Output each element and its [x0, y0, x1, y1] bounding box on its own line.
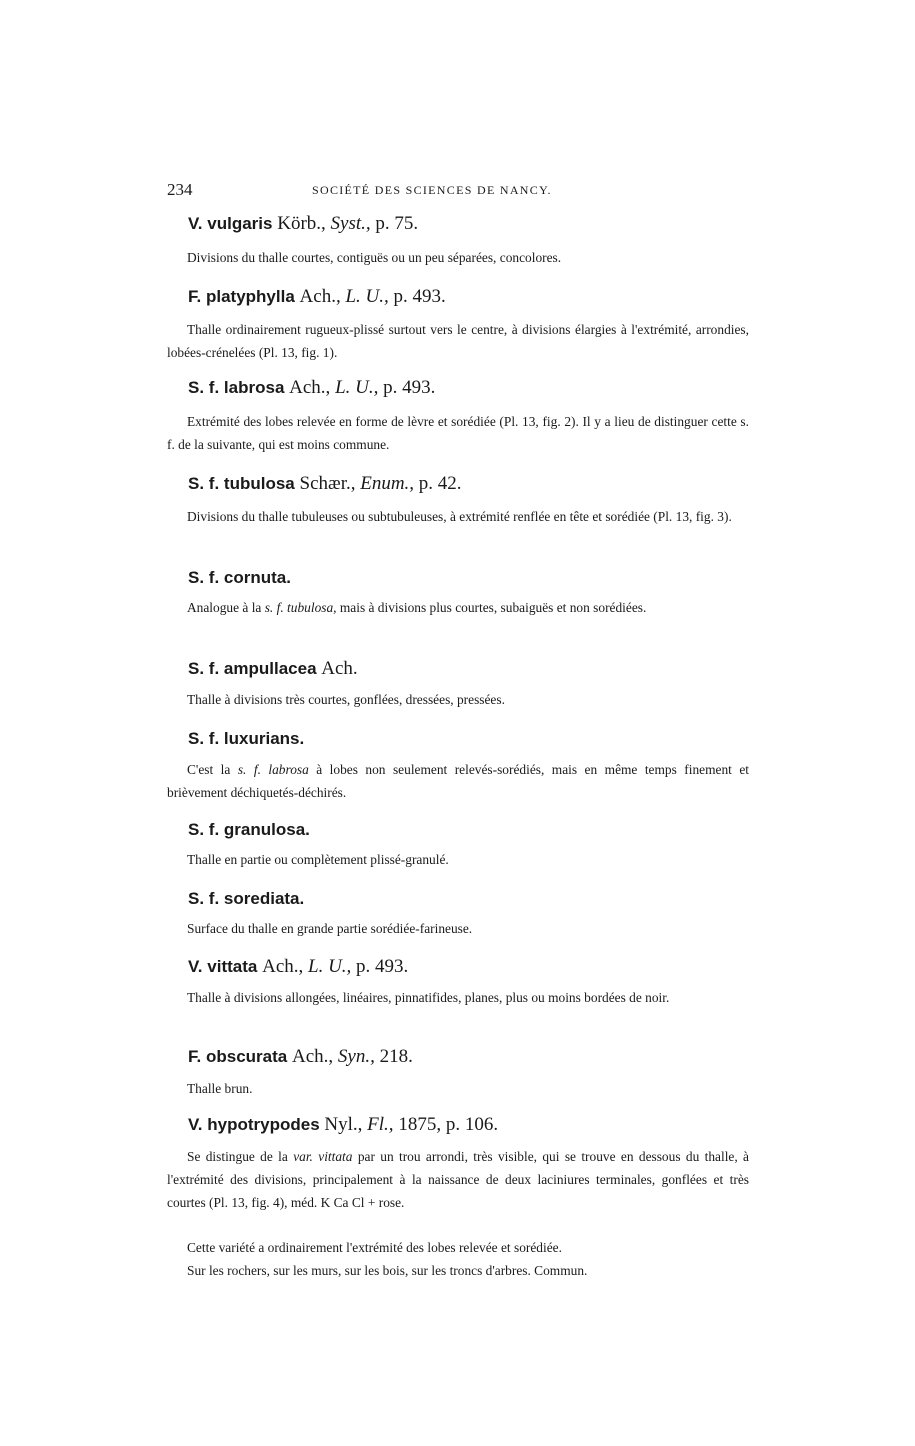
taxon-heading-vulgaris	[188, 213, 418, 235]
taxon-name: granulosa.	[223, 820, 310, 839]
description-luxurians	[167, 758, 749, 804]
taxon-page: p. 493.	[393, 286, 446, 307]
taxon-heading-labrosa	[188, 377, 435, 399]
description-hypotrypodes-note: Cette variété a ordinairement l'extrémité des lobes relevée et sorédiée.	[187, 1240, 562, 1255]
taxon-heading-tubulosa	[188, 473, 462, 495]
taxon-page: p. 42.	[418, 473, 462, 494]
taxon-name: tubulosa	[223, 474, 295, 493]
taxon-author: Körb.,	[277, 213, 326, 234]
italic-reference: s. f. labrosa	[237, 762, 309, 777]
taxon-work: L. U.,	[345, 286, 389, 307]
running-head: SOCIÉTÉ DES SCIENCES DE NANCY.	[312, 183, 552, 197]
taxon-author: Ach.,	[291, 1046, 334, 1067]
page-header	[167, 180, 749, 200]
description-granulosa: Thalle en partie ou complètement plissé-granulé.	[187, 852, 449, 867]
taxon-work: Fl.,	[367, 1114, 394, 1135]
taxon-rank: S. f.	[188, 659, 220, 678]
text-segment: mais à divisions plus courtes, subaiguës et non sorédiées.	[336, 600, 647, 615]
text-segment: à lobes non seulement relevés-sorédiés, mais en même temps finement et brièvement déchiquetés-déchirés.	[167, 762, 750, 800]
taxon-name: vittata	[207, 957, 258, 976]
taxon-rank: S. f.	[188, 889, 220, 908]
taxon-rank: V.	[188, 957, 203, 976]
taxon-heading-ampullacea	[188, 658, 358, 680]
taxon-heading-sorediata	[188, 888, 304, 910]
taxon-author: Ach.,	[299, 286, 341, 307]
taxon-name: hypotrypodes	[207, 1115, 320, 1134]
taxon-page: p. 493.	[356, 956, 409, 977]
taxon-work: Enum.,	[360, 473, 415, 494]
text-segment: par un trou arrondi, très visible, qui se trouve en dessous du thalle, à l'extrémité des divisions, principalement à la naissance de deux laciniures terminales, gonflées et très courtes (Pl. 13, fig. 4), méd. K Ca Cl + rose.	[167, 1149, 749, 1210]
text-segment: C'est la	[187, 762, 238, 777]
taxon-name: vulgaris	[207, 214, 273, 233]
taxon-heading-platyphylla	[188, 286, 446, 308]
italic-reference: var. vittata	[293, 1149, 353, 1164]
taxon-name: ampullacea	[223, 659, 317, 678]
taxon-author: Schær.,	[299, 473, 356, 494]
taxon-name: platyphylla	[205, 287, 295, 306]
taxon-author: Ach.,	[289, 377, 331, 398]
taxon-work: L. U.,	[335, 377, 379, 398]
taxon-heading-luxurians	[188, 728, 304, 750]
taxon-work: Syn.,	[337, 1046, 375, 1067]
text-segment: Se distingue de la	[187, 1149, 294, 1164]
description-sorediata: Surface du thalle en grande partie sorédiée-farineuse.	[187, 921, 473, 936]
taxon-name: luxurians.	[223, 729, 305, 748]
habitat-note: Sur les rochers, sur les murs, sur les bois, sur les troncs d'arbres. Commun.	[187, 1263, 588, 1278]
taxon-name: labrosa	[223, 378, 285, 397]
taxon-rank: S. f.	[188, 474, 220, 493]
description-hypotrypodes	[167, 1145, 749, 1214]
taxon-page: p. 75.	[375, 213, 419, 234]
description-vulgaris: Divisions du thalle courtes, contiguës ou un peu séparées, concolores.	[187, 250, 562, 265]
description-obscurata: Thalle brun.	[187, 1081, 253, 1096]
taxon-rank: S. f.	[188, 568, 220, 587]
taxon-author: Nyl.,	[324, 1114, 363, 1135]
taxon-work: Syst.,	[330, 213, 371, 234]
description-ampullacea: Thalle à divisions très courtes, gonflées, dressées, pressées.	[187, 692, 505, 707]
description-vittata: Thalle à divisions allongées, linéaires, pinnatifides, planes, plus ou moins bordées de noir.	[187, 990, 670, 1005]
taxon-heading-granulosa	[188, 819, 310, 841]
taxon-heading-hypotrypodes	[188, 1114, 498, 1136]
taxon-rank: S. f.	[188, 378, 220, 397]
description-platyphylla: Thalle ordinairement rugueux-plissé surtout vers le centre, à divisions élargies à l'extrémité, arrondies, lobées-crénelées (Pl. 13, fig. 1).	[167, 322, 749, 360]
taxon-rank: S. f.	[188, 729, 220, 748]
taxon-page: 1875, p. 106.	[398, 1114, 499, 1135]
page-number: 234	[167, 180, 193, 199]
description-cornuta	[167, 596, 749, 619]
taxon-heading-obscurata	[188, 1046, 413, 1068]
taxon-author: Ach.,	[262, 956, 304, 977]
taxon-page: 218.	[379, 1046, 413, 1067]
taxon-author: Ach.	[321, 658, 358, 679]
text-segment: Analogue à la	[187, 600, 265, 615]
taxon-rank: F.	[188, 1047, 202, 1066]
description-tubulosa: Divisions du thalle tubuleuses ou subtubuleuses, à extrémité renflée en tête et sorédiée (Pl. 13, fig. 3).	[187, 509, 732, 524]
taxon-name: sorediata.	[223, 889, 305, 908]
taxon-rank: V.	[188, 1115, 203, 1134]
taxon-rank: F.	[188, 287, 202, 306]
taxon-name: obscurata	[205, 1047, 288, 1066]
taxon-name: cornuta.	[223, 568, 291, 587]
taxon-heading-cornuta	[188, 567, 291, 589]
taxon-work: L. U.,	[308, 956, 352, 977]
taxon-page: p. 493.	[383, 377, 436, 398]
taxon-rank: V.	[188, 214, 203, 233]
italic-reference: s. f. tubulosa,	[264, 600, 337, 615]
taxon-heading-vittata	[188, 956, 408, 978]
description-labrosa: Extrémité des lobes relevée en forme de lèvre et sorédiée (Pl. 13, fig. 2). Il y a lieu de distinguer cette s. f. de la suivante, qui est moins commune.	[167, 414, 749, 452]
taxon-rank: S. f.	[188, 820, 220, 839]
